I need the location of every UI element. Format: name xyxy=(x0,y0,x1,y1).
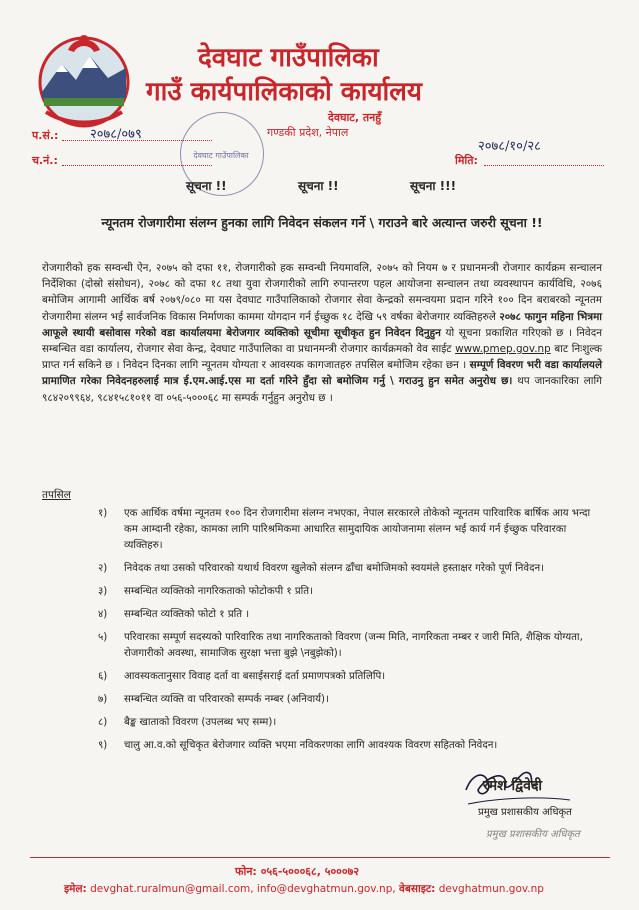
office-name: गाउँ कार्यपालिकाको कार्यालय xyxy=(146,77,422,107)
list-item-text: परिवारका सम्पूर्ण सदस्यको पारिवारिक तथा नागरिकताको विवरण (जन्म मिति, नागरिकता नम्बर र जारी मिति, शैक्षिक योग्यता, रोजगारीको अवस्था, सामाजिक सुरक्षा भत्ता बुझे \नबुझेको)। xyxy=(124,632,583,659)
list-item xyxy=(90,738,595,754)
list-item-number: ३) xyxy=(98,586,108,597)
list-item-number: ७) xyxy=(98,694,108,705)
list-item xyxy=(90,584,595,600)
patra-sankhya-value: २०७८/०७९ xyxy=(90,127,142,142)
tapsil-label: तपसिल xyxy=(42,489,71,501)
body-part-3-bold: सम्पूर्ण विवरण भरी वडा कार्यालयले प्रामाणित गरेका निवेदनहरुलाई मात्र ई.एम.आई.एस मा दर्ता गरिने हुँदा सो बमोजिम गर्नु \ गराउनु हुन समेत अनुरोध छ। xyxy=(42,359,602,388)
list-item-number: ६) xyxy=(98,671,108,682)
email-label: इमेल: xyxy=(64,883,87,895)
address-line-1: देवघाट, तनहुँ xyxy=(328,111,382,124)
miti-line xyxy=(484,165,604,166)
body-part-3: बाट निःशुल्क प्राप्त गर्न सकिने छ । निवेदन दिनका लागि न्यूनतम योग्यता र आवस्यक कागजातहरु तपसिल बमोजिम रहेका छन । xyxy=(42,343,602,372)
body-part-1-bold: २०७८ फागुन महिना भित्रमा आफूले स्थायी बसोवास गरेको वडा कार्यालयमा बेरोजगार व्यक्तिको सूचीमा सूचीकृत हुन निवेदन दिनुहुन xyxy=(42,310,603,339)
list-item xyxy=(90,607,595,623)
phone-value: ०५६-५०००६८, ५०००७२ xyxy=(260,865,360,878)
list-item-text: सम्बन्धित व्यक्ति वा परिवारको सम्पर्क नम्बर (अनिवार्य)। xyxy=(124,694,329,705)
notice-heading: न्यूनतम रोजगारीमा संलग्न हुनका लागि निवेदन संकलन गर्ने \ गराउने बारे अत्यान्त जरुरी सूचना !! xyxy=(101,215,543,230)
address-line-2: गण्डकी प्रदेश, नेपाल xyxy=(267,126,349,139)
list-item-number: ८) xyxy=(98,717,108,728)
list-item-number: २) xyxy=(98,563,108,574)
signatory-name: रमेश द्विवेदी xyxy=(483,778,543,794)
list-item-text: सम्बन्धित व्यक्तिको फोटो १ प्रति । xyxy=(124,609,250,620)
list-item-text: एक आर्थिक वर्षमा न्यूनतम १०० दिन रोजगारीमा संलग्न नभएका, नेपाल सरकारले तोकेको न्यूनतम पारिवारिक बार्षिक आय भन्दा कम आम्दानी रहेका, कामका लागि पारिश्रमिकमा आधारित सामुदायिक आयोजनामा संलग्न भई कार्य गर्न ईच्छुक परिवारका व्यक्तिहरु। xyxy=(124,508,591,551)
body-part-1: रोजगारीको हक सम्वन्धी ऐन, २०७५ को दफा ११, रोजगारीको हक सम्वन्धी नियमावलि, २०७५ को नियम ७ र प्रधानमन्त्री रोजगार कार्यक्रम सन्चालन निर्देशिका (दोस्रो संसोधन), २०७८ को दफा १८ तथा युवा रोजगारीको लागि रुपान्तरण पहल आयोजना सन्चालन तथा व्यवस्थापन कार्यविधि, २०७६ बमोजिम आगामी आर्थिक बर्ष २०७९/०८० मा यस देवघाट गाउँपालिकाको रोजगार सेवा केन्द्रको समन्वयमा प्रदान गरिने १०० दिन बराबरको न्यूनतम रोजगारीमा संलग्न भई सार्वजनिक विकास निर्माणका काममा योगदान गर्न ईच्छुक १८ देखि ५९ वर्षका बेरोजगार व्यक्तिहरुले xyxy=(42,262,602,323)
requirements-list xyxy=(90,506,595,761)
list-item xyxy=(90,561,595,577)
footer-phone xyxy=(235,864,359,879)
chalani-label: च.नं.: xyxy=(32,154,58,167)
signatory-title-handwritten: प्रमुख प्रशासकीय अधिकृत xyxy=(486,829,580,840)
list-item-number: ५) xyxy=(98,632,108,643)
list-item-text: निवेदक तथा उसको परिवारको यथार्थ विवरण खुलेको संलग्न ढाँचा बमोजिमको स्वयमंले हस्ताक्षर गरेको पूर्ण निवेदन। xyxy=(124,563,545,574)
list-item-number: १) xyxy=(98,508,108,519)
notice-label-2: सूचना !! xyxy=(298,179,339,193)
footer-contacts xyxy=(64,882,544,896)
patra-sankhya-label: प.सं.: xyxy=(32,129,59,142)
website-value[interactable]: devghatmun.gov.np xyxy=(438,883,544,895)
footer-divider xyxy=(30,857,610,858)
notice-label-1: सूचना !! xyxy=(186,179,227,193)
list-item xyxy=(90,630,595,662)
list-item xyxy=(90,715,595,731)
list-item xyxy=(90,506,595,554)
website-link[interactable]: www.pmep.gov.np xyxy=(455,343,551,356)
body-part-2: यो सूचना प्रकाशित गरिएको छ । निवेदन सम्बन्धित वडा कार्यालय, रोजगार सेवा केन्द्र, देवघाट गाउँपालिका वा प्रधानमन्त्री रोजगार कार्यक्रमको वेव साईट xyxy=(42,326,602,356)
nepal-emblem-logo xyxy=(28,22,140,134)
list-item-number: ९) xyxy=(98,740,108,751)
phone-label: फोन: xyxy=(235,865,257,878)
signatory-title: प्रमुख प्रशासकीय अधिकृत xyxy=(478,807,572,818)
website-label: वेबसाइट: xyxy=(399,883,436,895)
notice-label-3: सूचना !!! xyxy=(410,179,457,193)
stamp-text: देवघाट गाउँपालिका xyxy=(193,151,249,160)
list-item xyxy=(90,669,595,685)
email-value[interactable]: devghat.ruralmun@gmail.com, info@devghatmun.gov.np, xyxy=(90,883,396,895)
list-item-number: ४) xyxy=(98,609,108,620)
body-part-4: थप जानकारिका लागि ९८४२०९९६४, ९८४१५८१०११ वा ०५६-५०००६८ मा सम्पर्क गर्नुहुन अनुरोध छ । xyxy=(42,375,602,404)
miti-value: २०७८/१०/२८ xyxy=(478,139,541,154)
notice-body xyxy=(42,260,602,406)
miti-label: मिति: xyxy=(455,154,478,167)
list-item-text: बैङ्क खाताको विवरण (उपलब्ध भए सम्म)। xyxy=(124,717,277,728)
list-item-text: चालु आ.व.को सूचिकृत बेरोजगार व्यक्ति भएमा नविकरणका लागि आवश्यक विवरण सहितको निवेदन। xyxy=(124,740,498,751)
list-item-text: सम्बन्धित व्यक्तिको नागरिकताको फोटोकपी १ प्रति। xyxy=(124,586,313,597)
list-item-text: आवस्यकतानुसार विवाह दर्ता वा बसाईसराई दर्ता प्रमाणपत्रको प्रतिलिपि। xyxy=(124,671,386,682)
org-name: देवघाट गाउँपालिका xyxy=(198,43,379,73)
list-item xyxy=(90,692,595,708)
